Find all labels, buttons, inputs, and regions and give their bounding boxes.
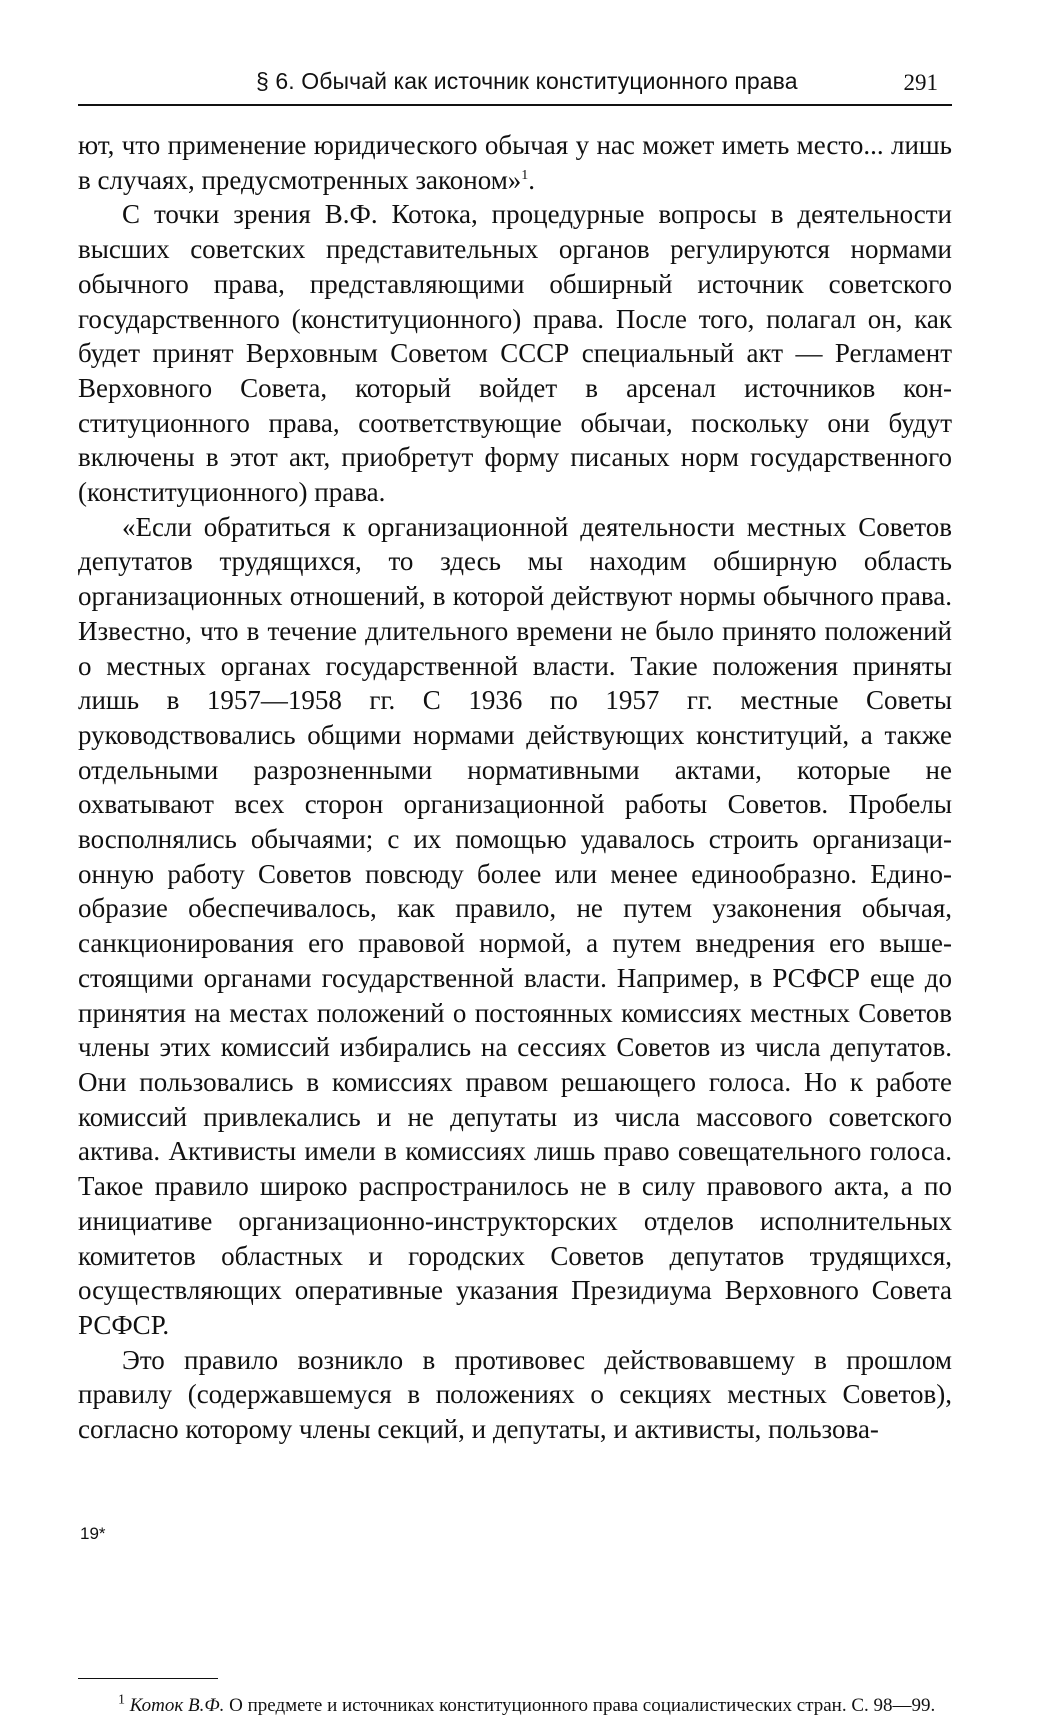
- paragraph-text: ют, что применение юридического обычая у нас может иметь место... лишь в случаях, предусмотренных законом»: [78, 130, 952, 195]
- paragraph-quote: «Если обратиться к организационной деятельности местных Советов депутатов трудящихся, то здесь мы находим обширную область организационных отношений, в которой действуют нормы обычного права. Известно, что в течение длительного времени не было принято положений о местных органах государственной власти. Такие положения приняты лишь в 1957—1958 гг. С 1936 по 1957 гг. местные Советы руководствовались общими нормами действующих конституций, а также отдельными разрозненными нормативными актами, которые не охватывают всех сторон организационной работы Советов. Пробелы восполнялись обычаями; с их помощью удавалось строить организационную работу Советов повсюду более или менее единообразно. Единообразие обеспечивалось, как правило, не путем узаконения обычая, санкционирования его правовой нормой, а путем внедрения его вышестоящими органами государственной власти. Например, в РСФСР еще до принятия на местах положений о постоянных комиссиях местных Советов члены этих комиссий избирались на сессиях Советов из числа депутатов. Они пользовались в комиссиях правом решающего голоса. Но к работе комиссий привлекались и не депутаты из числа массового советского актива. Активисты имели в комиссиях лишь право совещательного голоса. Такое правило широко распространилось не в силу правового акта, а по инициативе организационно-инструкторских отделов исполнительных комитетов областных и городских Советов депутатов трудящихся, осуществляющих оперативные указания Президиума Верховного Совета РСФСР.: [78, 511, 952, 1340]
- footnote-author: Коток В.Ф.: [129, 1695, 225, 1716]
- footnote: [78, 1692, 952, 1720]
- footnote-text: О предмете и источниках конституционного права социалистических стран. С. 98—99.: [224, 1695, 936, 1716]
- paragraph-continuation: [78, 128, 952, 197]
- printer-signature-mark: 19*: [80, 1524, 106, 1543]
- paragraph-end-punct: .: [528, 164, 536, 195]
- footnote-item: [78, 1692, 952, 1720]
- footnote-divider: [78, 1678, 218, 1679]
- paragraph: С точки зрения В.Ф. Котока, процедурные вопросы в деятельности высших советских представительных органов регулируются нормами обычного права, представляющими обширный источник советского государственного (конституционного) права. После того, полагал он, как будет принят Верховным Советом СССР специальный акт — Регламент Верховного Совета, который войдет в арсенал источников конституционного права, соответствующие обычаи, поскольку они будут включены в этот акт, приобретут форму писаных норм государственного (конституционного) права.: [78, 199, 952, 508]
- paragraph: Это правило возникло в противовес действовавшему в прошлом правилу (содержавшемуся в положениях о секциях местных Советов), согласно которому члены секций, и депутаты, и активисты, пользова-: [78, 1344, 952, 1445]
- footnote-reference: 1: [521, 167, 529, 183]
- running-header: [78, 64, 952, 106]
- body-text: [78, 128, 952, 1447]
- page-number: 291: [903, 70, 938, 95]
- footnote-number: 1: [118, 1692, 125, 1708]
- header-title: § 6. Обычай как источник конституционного права: [256, 68, 798, 94]
